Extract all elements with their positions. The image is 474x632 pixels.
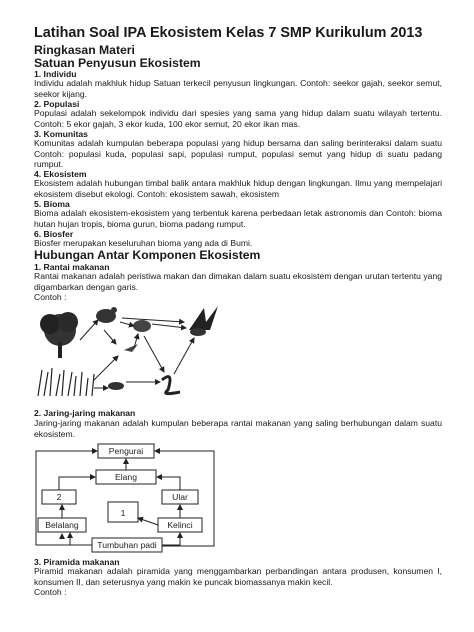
- rantai-heading: 1. Rantai makanan: [34, 262, 110, 272]
- label-pengurai: Pengurai: [108, 446, 144, 456]
- eagle-icon: [189, 306, 218, 336]
- subtitle-ringkasan: Ringkasan Materi: [34, 43, 135, 57]
- section-text-komunitas: Komunitas adalah kumpulan beberapa populasi yang hidup bersama dan saling berinteraksi dalam suatu Contoh: populasi kuda, populasi sapi, populasi rumput, populasi semut yang hidup di suatu padang rumput.: [34, 138, 442, 170]
- label-kelinci: Kelinci: [167, 520, 193, 530]
- label-2: 2: [56, 492, 62, 502]
- label-1: 1: [120, 508, 126, 518]
- section-text-individu: Individu adalah makhluk hidup Satuan terkecil penyusun lingkungan. Contoh: seekor gajah, seekor semut, seekor kijang.: [34, 78, 442, 99]
- label-ular: Ular: [172, 492, 188, 502]
- rantai-text: Rantai makanan adalah peristiwa makan dan dimakan dalam suatu ekosistem dengan urutan tertentu yang digambarkan dengan garis.: [34, 271, 442, 292]
- section-text-ekosistem: Ekosistem adalah hubungan timbal balik antara makhluk hidup dengan lingkungan. Ilmu yang mempelajari ekosistem disebut ekologi. Contoh: ekosistem sawah, ekosistem: [34, 178, 442, 199]
- section-heading-komunitas: 3. Komunitas: [34, 129, 88, 139]
- section-heading-biosfer: 6. Biosfer: [34, 229, 74, 239]
- label-tumbuhan: Tumbuhan padi: [97, 540, 157, 550]
- snake-icon: [162, 377, 180, 394]
- piramida-text: Piramid makanan adalah piramida yang menggambarkan perbandingan antara produsen, konsumen I, konsumen II, dan seterusnya yang makin ke puncak biomassanya makin kecil.: [34, 566, 442, 587]
- section-text-populasi: Populasi adalah sekelompok individu dari spesies yang sama yang hidup dalam suatu wilayah tertentu. Contoh: 5 ekor gajah, 3 ekor kuda, 100 ekor semut, 20 ekor ikan mas.: [34, 108, 442, 129]
- food-web-diagram: [34, 442, 224, 554]
- piramida-heading: 3. Piramida makanan: [34, 557, 120, 567]
- section-heading-bioma: 5. Bioma: [34, 199, 70, 209]
- hen-icon: [96, 307, 117, 323]
- hubungan-title: Hubungan Antar Komponen Ekosistem: [34, 248, 261, 262]
- subtitle-satuan: Satuan Penyusun Ekosistem: [34, 56, 201, 70]
- section-text-bioma: Bioma adalah ekosistem-ekosistem yang terbentuk karena perbedaan letak astronomis dan Contoh: bioma hutan hujan tropis, bioma gurun, bioma padang rumput.: [34, 208, 442, 229]
- jaring-heading: 2. Jaring-jaring makanan: [34, 408, 136, 418]
- piramida-contoh: Contoh :: [34, 587, 67, 597]
- label-elang: Elang: [115, 472, 137, 482]
- grass-icon: [38, 368, 94, 396]
- section-text-biosfer: Biosfer merupakan keseluruhan bioma yang ada di Bumi.: [34, 238, 253, 248]
- label-belalang: Belalang: [45, 520, 79, 530]
- rat-icon: [108, 382, 124, 390]
- food-chain-illustration: [34, 300, 224, 400]
- page-title: Latihan Soal IPA Ekosistem Kelas 7 SMP Kurikulum 2013: [34, 25, 423, 41]
- grasshopper-icon: [124, 344, 138, 352]
- section-heading-populasi: 2. Populasi: [34, 99, 80, 109]
- jaring-text: Jaring-jaring makanan adalah kumpulan beberapa rantai makanan yang saling berhubungan dalam suatu ekosistem.: [34, 418, 442, 439]
- section-heading-ekosistem: 4. Ekosistem: [34, 169, 87, 179]
- section-heading-individu: 1. Individu: [34, 69, 77, 79]
- frog-icon: [133, 320, 151, 332]
- rantai-contoh: Contoh :: [34, 292, 67, 302]
- tree-icon: [40, 312, 78, 358]
